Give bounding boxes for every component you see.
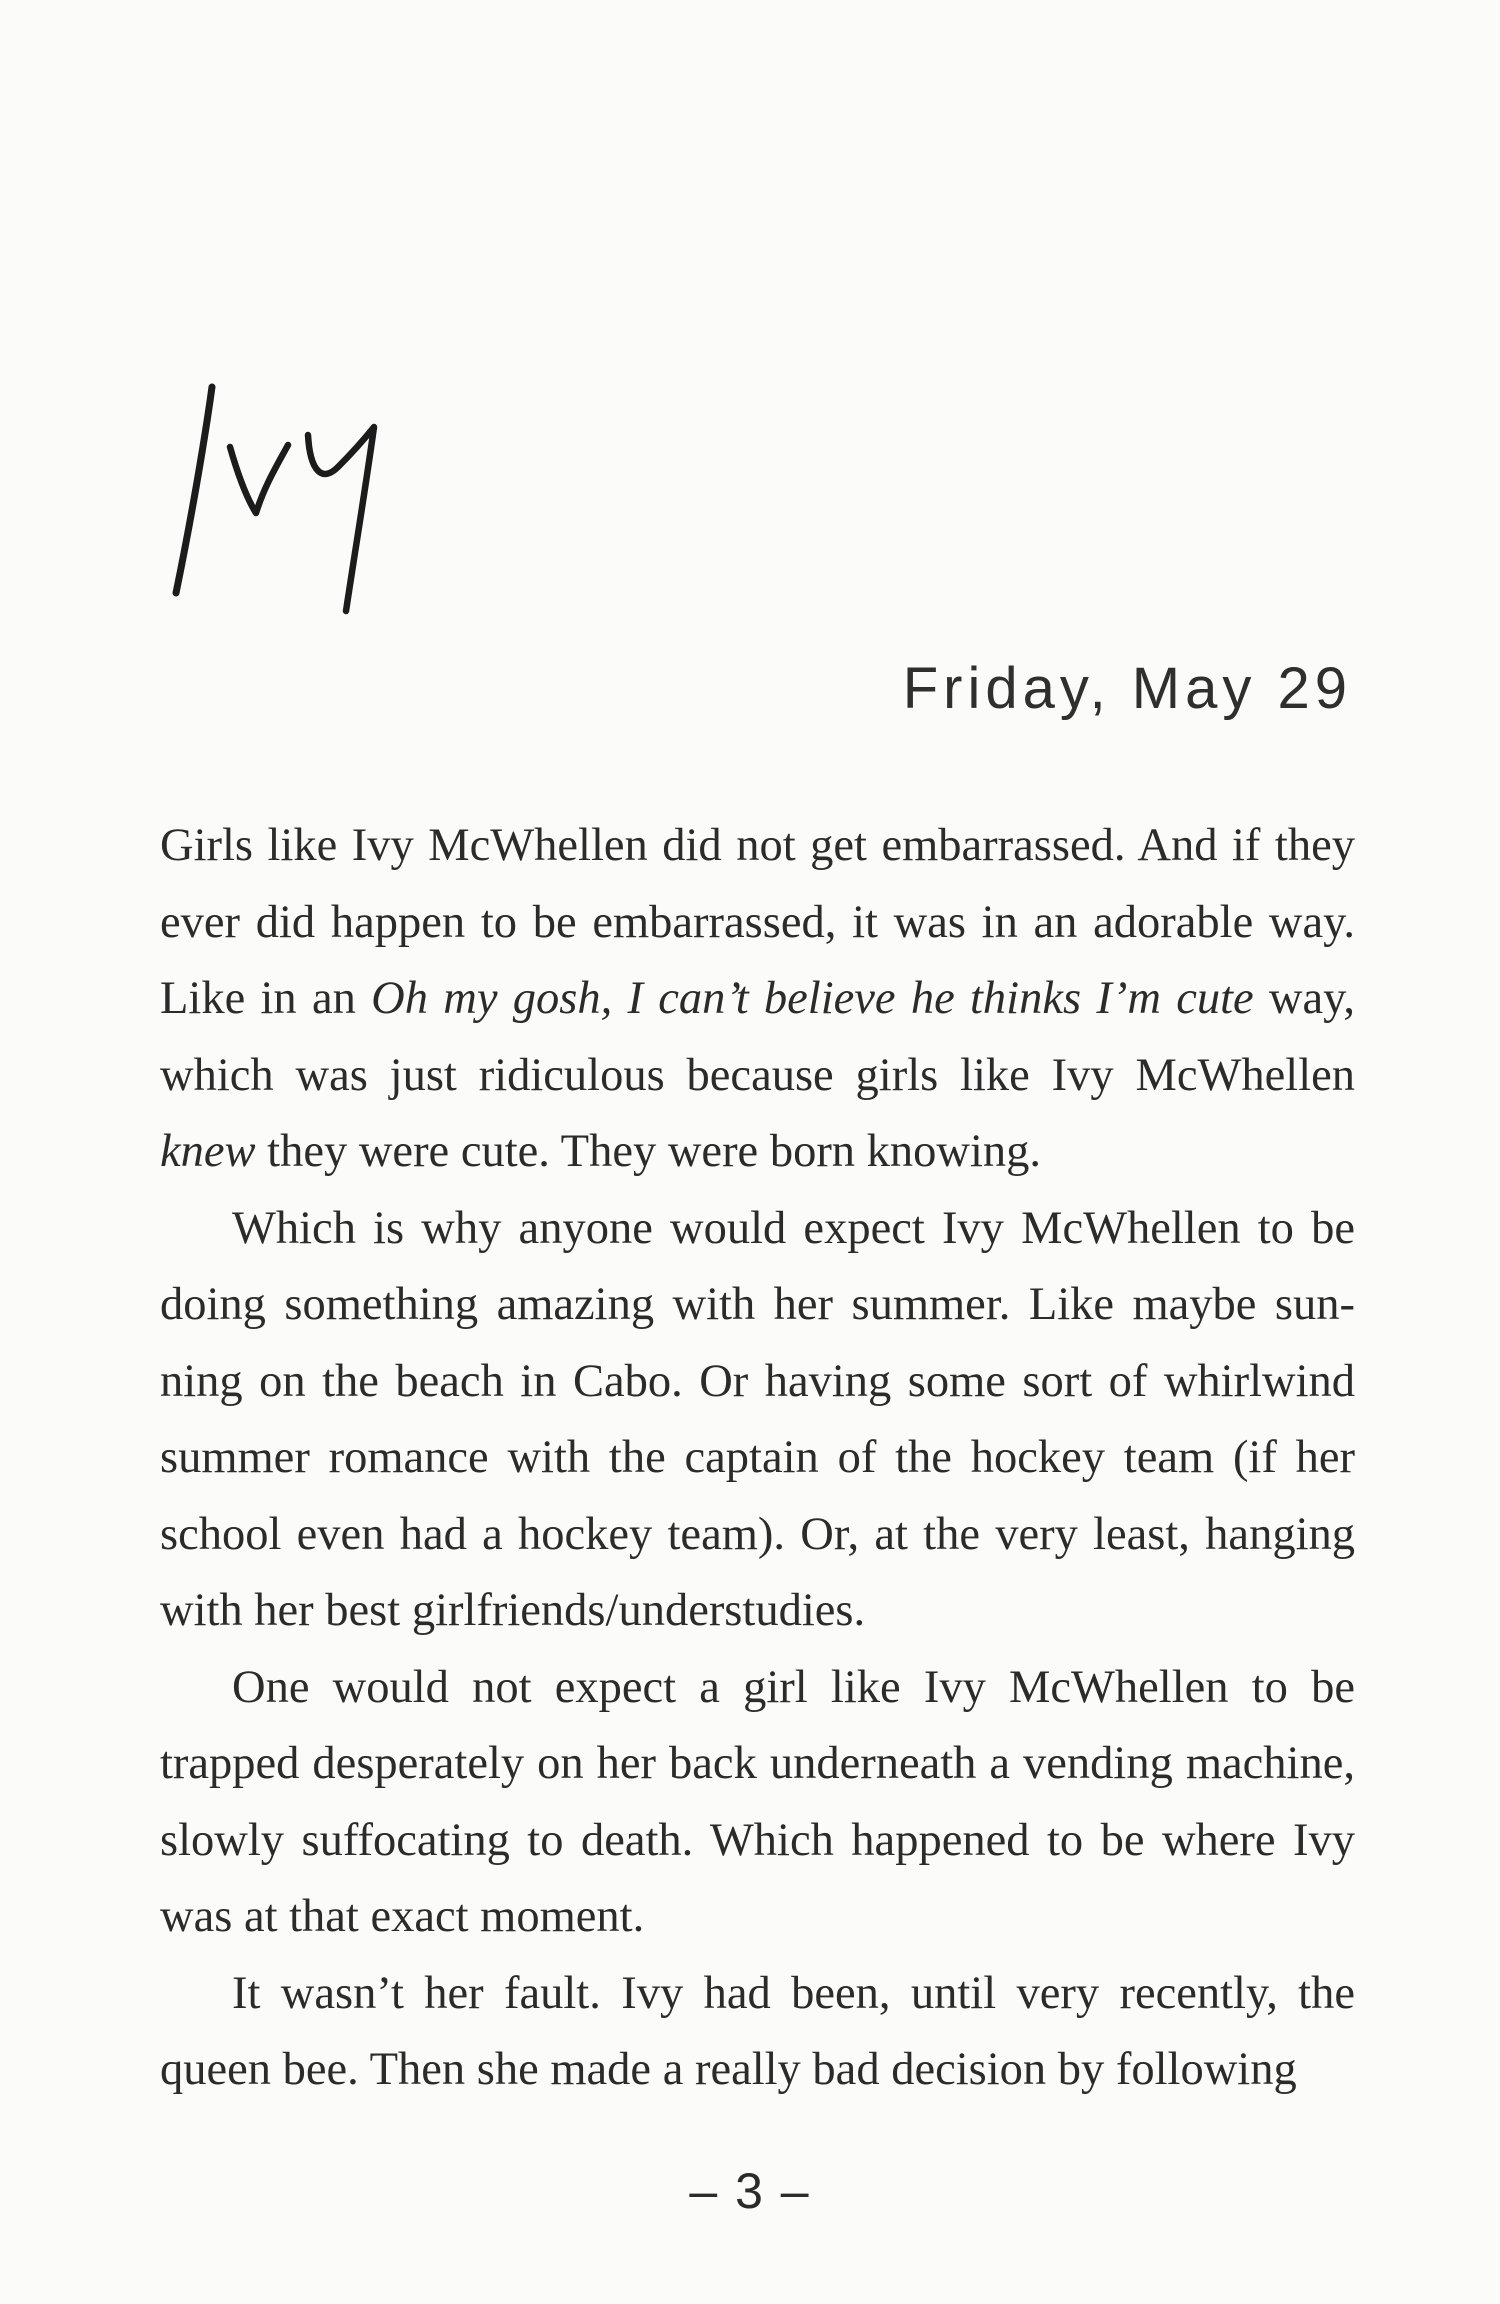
chapter-date: Friday, May 29 xyxy=(902,656,1352,721)
paragraph xyxy=(160,1650,1355,1956)
italic-text-segment: Oh my gosh, I can’t believe he thinks I’m cute xyxy=(371,973,1254,1024)
chapter-title-signature xyxy=(160,375,440,625)
text-segment: they were cute. They were born knowing. xyxy=(255,1126,1042,1177)
text-segment: It wasn’t her fault. Ivy had been, until very recently, the queen bee. Then she made a really bad decision by following xyxy=(160,1967,1355,2095)
italic-text-segment: knew xyxy=(160,1126,256,1177)
page-number: – 3 – xyxy=(689,2163,811,2219)
paragraph xyxy=(160,808,1355,1191)
text-segment: way, which was just ridiculous because girls like Ivy McWhellen xyxy=(160,973,1356,1101)
text-segment: One would not expect a girl like Ivy McWhellen to be trapped desperately on her back underneath a vending machine, slowly suffocating to death. Which happened to be where Ivy was at that exact moment. xyxy=(160,1661,1355,1942)
text-segment: Which is why anyone would expect Ivy McWhellen to be doing something amazing with her summer. Like maybe sunning on the beach in Cabo. Or having some sort of whirlwind summer romance with the captain of the hockey team (if her school even had a hockey team). Or, at the very least, hanging with her best girlfriends/understudies. xyxy=(160,1202,1355,1636)
handwritten-ivy-signature xyxy=(160,375,440,625)
paragraph xyxy=(160,1956,1355,2109)
text-segment: Girls like Ivy McWhellen did not get embarrassed. And if they ever did happen to be embarrassed, it was in an adorable way. Like in an xyxy=(160,820,1355,1024)
paragraph xyxy=(160,1191,1355,1650)
chapter-body xyxy=(160,808,1355,2109)
